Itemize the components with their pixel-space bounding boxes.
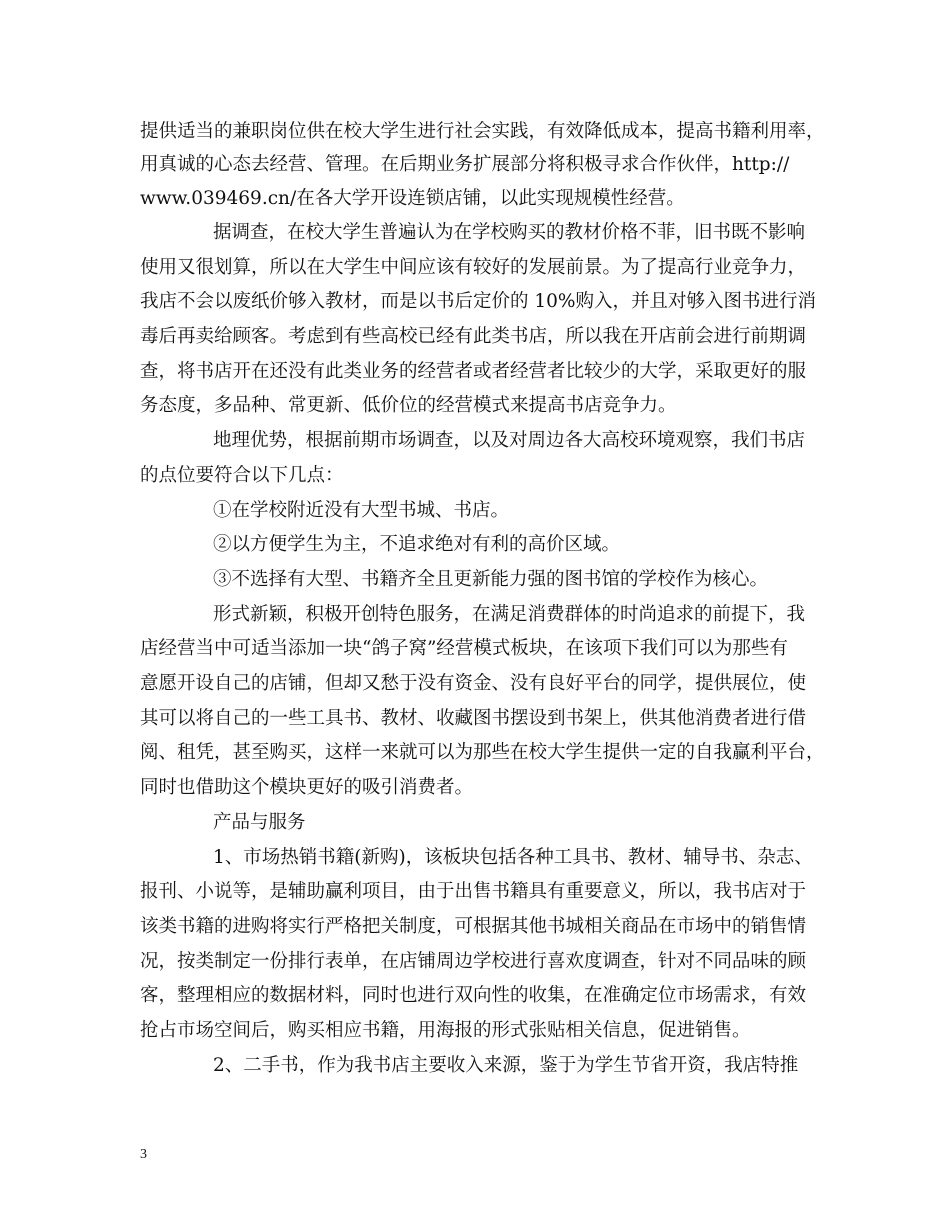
paragraph-first-line: 据调查，在校大学生普遍认为在学校购买的教材价格不菲，旧书既不影响	[213, 222, 806, 243]
list-item: ③不选择有大型、书籍齐全且更新能力强的图书馆的学校作为核心。	[213, 569, 769, 590]
text-line: 客，整理相应的数据材料，同时也进行双向性的收集，在准确定位市场需求，有效	[140, 985, 807, 1006]
text-line: www.039469.cn/在各大学开设连锁店铺，以此实现规模性经营。	[140, 188, 685, 209]
text-line: 抢占市场空间后，购买相应书籍，用海报的形式张贴相关信息，促进销售。	[140, 1020, 751, 1041]
text-line: 务态度，多品种、常更新、低价位的经营模式来提高书店竞争力。	[140, 395, 677, 416]
text-line: 况，按类制定一份排行表单，在店铺周边学校进行喜欢度调查，针对不同品味的顾	[140, 951, 807, 972]
text-line: 的点位要符合以下几点：	[140, 465, 344, 486]
text-line: 查，将书店开在还没有此类业务的经营者或者经营者比较少的大学，采取更好的服	[140, 361, 807, 382]
text-line: 其可以将自己的一些工具书、教材、收藏图书摆设到书架上，供其他消费者进行借	[140, 708, 807, 729]
list-item: ①在学校附近没有大型书城、书店。	[213, 500, 510, 521]
text-line: 意愿开设自己的店铺，但却又愁于没有资金、没有良好平台的同学，提供展位，使	[140, 673, 807, 694]
text-line: 店经营当中可适当添加一块“鸽子窝”经营模式板块，在该项下我们可以为那些有	[140, 638, 788, 659]
text-line: 用真诚的心态去经营、管理。在后期业务扩展部分将积极寻求合作伙伴，http://	[140, 154, 790, 175]
text-line: 提供适当的兼职岗位供在校大学生进行社会实践，有效降低成本，提高书籍利用率，	[140, 121, 825, 142]
text-line: 我店不会以废纸价够入教材，而是以书后定价的 10%购入，并且对够入图书进行消	[140, 291, 817, 312]
text-line: 使用又很划算，所以在大学生中间应该有较好的发展前景。为了提高行业竞争力，	[140, 257, 807, 278]
list-item: ②以方便学生为主，不追求绝对有利的高价区域。	[213, 534, 621, 555]
text-line: 报刊、小说等，是辅助赢利项目，由于出售书籍具有重要意义，所以，我书店对于	[140, 881, 807, 902]
text-line: 该类书籍的进购将实行严格把关制度，可根据其他书城相关商品在市场中的销售情	[140, 916, 807, 937]
text-line: 阅、租凭，甚至购买，这样一来就可以为那些在校大学生提供一定的自我赢利平台，	[140, 742, 825, 763]
paragraph-first-line: 地理优势，根据前期市场调查，以及对周边各大高校环境观察，我们书店	[213, 430, 806, 451]
paragraph-first-line: 2、二手书，作为我书店主要收入来源，鉴于为学生节省开资，我店特推	[213, 1055, 799, 1076]
section-heading: 产品与服务	[213, 812, 306, 833]
paragraph-first-line: 1、市场热销书籍(新购)，该板块包括各种工具书、教材、辅导书、杂志、	[213, 847, 813, 868]
paragraph-first-line: 形式新颖，积极开创特色服务，在满足消费群体的时尚追求的前提下，我	[213, 604, 806, 625]
text-line: 毒后再卖给顾客。考虑到有些高校已经有此类书店，所以我在开店前会进行前期调	[140, 326, 807, 347]
page-number: 3	[140, 1147, 147, 1162]
text-line: 同时也借助这个模块更好的吸引消费者。	[140, 777, 474, 798]
